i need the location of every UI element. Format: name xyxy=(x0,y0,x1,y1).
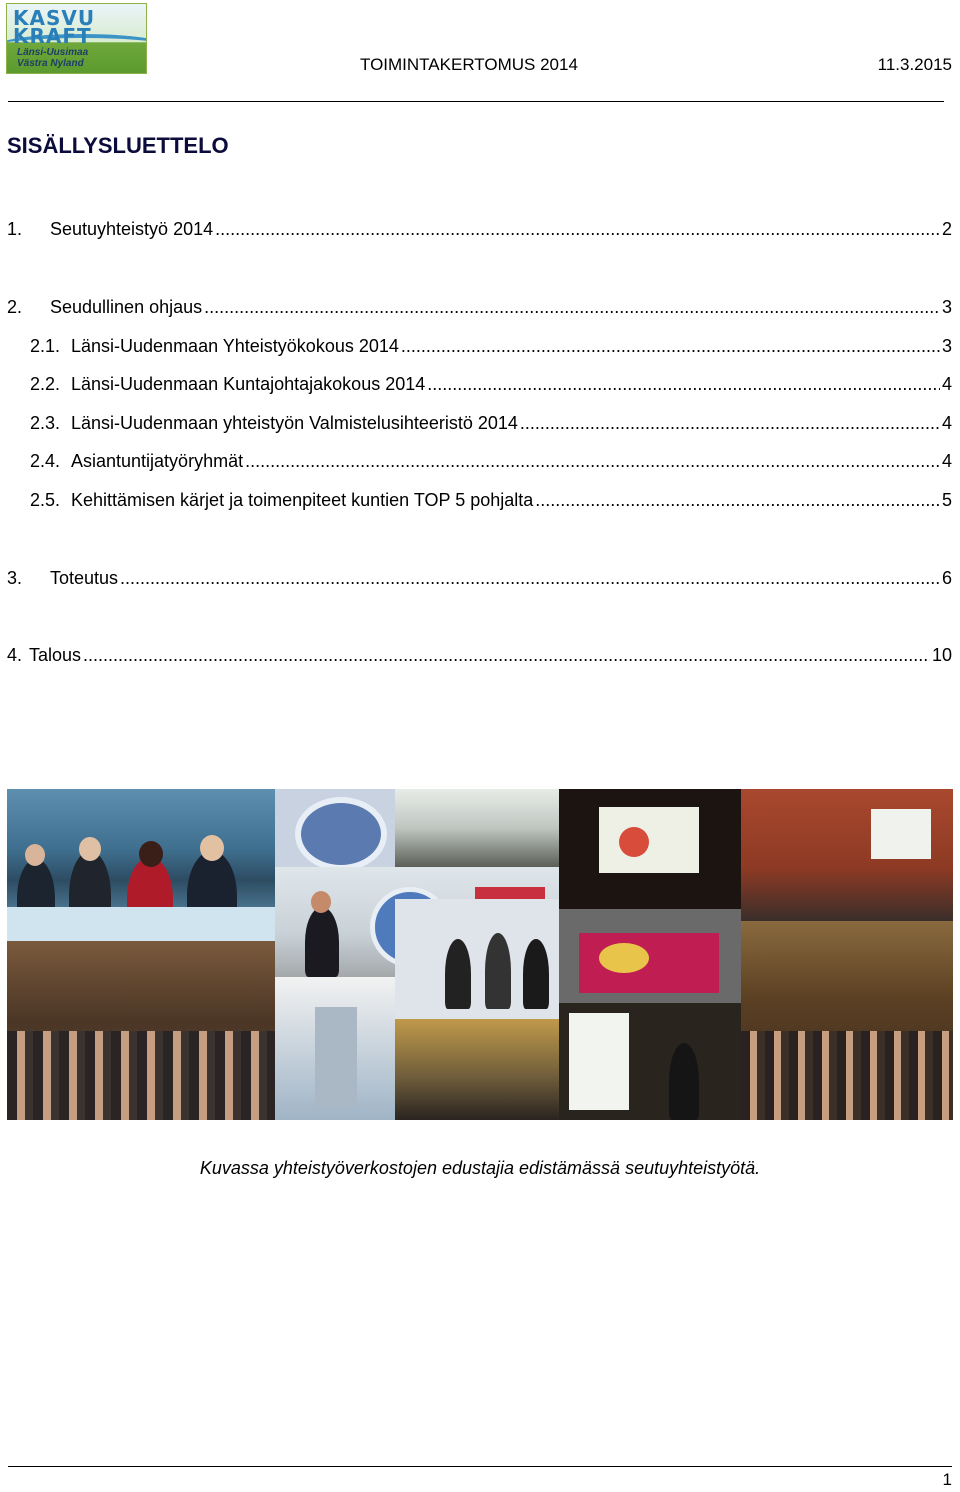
toc-entry-number: 2.2. xyxy=(30,374,61,394)
toc-entry-title: Toteutus xyxy=(50,568,119,588)
toc-entry-title: Länsi-Uudenmaan Kuntajohtajakokous 2014 xyxy=(71,374,426,394)
collage-photo-activity xyxy=(395,899,559,1019)
logo-subtitle-1: Länsi-Uusimaa xyxy=(17,47,89,58)
logo-text-line1: KASVU xyxy=(13,6,96,30)
toc-entry-page: 6 xyxy=(941,568,952,588)
collage-photo-table xyxy=(559,909,741,1003)
toc-entry-page: 4 xyxy=(941,451,952,471)
toc-entry-title: Länsi-Uudenmaan Yhteistyökokous 2014 xyxy=(71,336,399,356)
logo-subtitle-2: Västra Nyland xyxy=(17,58,84,69)
page-number: 1 xyxy=(942,1470,952,1489)
collage-photo-building xyxy=(275,977,395,1120)
collage-photo-brick-room xyxy=(741,789,953,921)
toc-entry-title: Länsi-Uudenmaan yhteistyön Valmistelusihteeristö 2014 xyxy=(71,413,518,433)
footer-divider xyxy=(8,1466,952,1467)
collage-photo-poster xyxy=(275,789,395,867)
toc-entry-2-3[interactable] xyxy=(0,408,952,434)
toc-entry-title: Seudullinen ohjaus xyxy=(50,297,203,317)
logo-text-line2: KRAFT xyxy=(13,24,92,48)
collage-photo-speaker xyxy=(559,1003,741,1120)
header-title: TOIMINTAKERTOMUS 2014 xyxy=(360,55,578,74)
toc-entry-title: Kehittämisen kärjet ja toimenpiteet kuntien TOP 5 pohjalta xyxy=(71,490,534,510)
collage-photo-auditorium-1 xyxy=(7,941,275,1120)
toc-entry-2[interactable] xyxy=(0,292,952,318)
toc-entry-title: Talous xyxy=(29,645,82,665)
toc-entry-page: 3 xyxy=(941,297,952,317)
toc-entry-number: 2.1. xyxy=(30,336,61,356)
toc-entry-page: 5 xyxy=(941,490,952,510)
toc-entry-number: 4. xyxy=(7,645,23,665)
collage-photo-auditorium-2 xyxy=(741,921,953,1120)
toc-entry-number: 2.3. xyxy=(30,413,61,433)
toc-entry-2-2[interactable] xyxy=(0,369,952,395)
toc-entry-2-1[interactable] xyxy=(0,331,952,357)
kasvu-kraft-logo xyxy=(6,3,147,74)
photo-collage xyxy=(7,789,953,1120)
toc-entry-2-5[interactable] xyxy=(0,485,952,511)
toc-dot-leader xyxy=(535,490,940,511)
header-divider xyxy=(8,101,944,102)
toc-entry-4[interactable] xyxy=(0,640,952,666)
toc-entry-2-4[interactable] xyxy=(0,446,952,472)
toc-entry-page: 4 xyxy=(941,413,952,433)
header-date: 11.3.2015 xyxy=(877,55,952,74)
toc-entry-number: 3. xyxy=(7,568,23,588)
toc-entry-number: 1. xyxy=(7,219,23,239)
collage-caption: Kuvassa yhteistyöverkostojen edustajia edistämässä seutuyhteistyötä. xyxy=(199,1158,761,1178)
toc-entry-page: 10 xyxy=(931,645,952,665)
toc-entry-number: 2.5. xyxy=(30,490,61,510)
toc-dot-leader xyxy=(427,374,940,395)
toc-entry-3[interactable] xyxy=(0,563,952,589)
toc-entry-1[interactable] xyxy=(0,214,952,240)
toc-entry-title: Asiantuntijatyöryhmät xyxy=(71,451,244,471)
collage-photo-audience xyxy=(395,1019,559,1120)
toc-entry-page: 2 xyxy=(941,219,952,239)
toc-entry-number: 2. xyxy=(7,297,23,317)
toc-entry-page: 4 xyxy=(941,374,952,394)
collage-photo-panel xyxy=(7,789,275,941)
toc-dot-leader xyxy=(401,336,940,357)
toc-dot-leader xyxy=(120,568,940,589)
toc-entry-title: Seutuyhteistyö 2014 xyxy=(50,219,214,239)
toc-dot-leader xyxy=(204,297,940,318)
collage-photo-projector xyxy=(559,789,741,909)
toc-dot-leader xyxy=(520,413,940,434)
toc-entry-number: 2.4. xyxy=(30,451,61,471)
toc-dot-leader xyxy=(245,451,940,472)
toc-heading: SISÄLLYSLUETTELO xyxy=(7,133,229,158)
toc-dot-leader xyxy=(215,219,940,240)
toc-entry-page: 3 xyxy=(941,336,952,356)
collage-photo-hall xyxy=(395,789,559,867)
toc-dot-leader xyxy=(83,645,930,666)
